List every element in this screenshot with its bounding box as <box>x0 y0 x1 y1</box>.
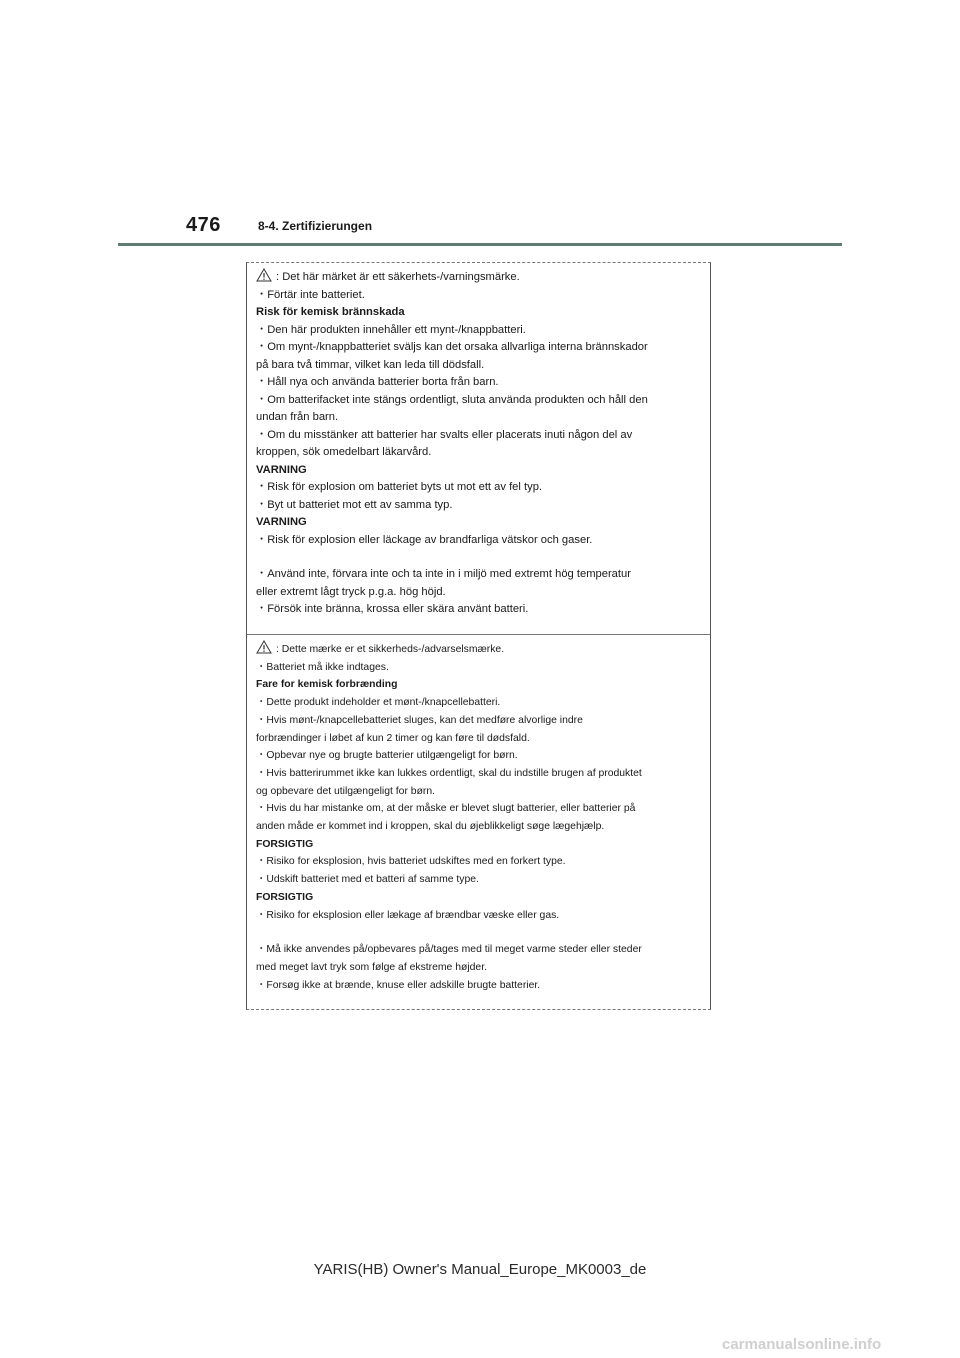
label-line <box>256 427 710 445</box>
label-line <box>256 497 710 515</box>
line-text: ・Risk för explosion om batteriet byts ut mot ett av fel typ. <box>256 481 543 493</box>
line-text: ・Försök inte bränna, krossa eller skära använt batteri. <box>256 603 529 615</box>
label-heading <box>256 676 710 694</box>
line-text: ・Hvis batterirummet ikke kan lukkes ordentligt, skal du indstille brugen af produktet <box>256 767 642 779</box>
line-text: ・Den här produkten innehåller ett mynt-/knappbatteri. <box>256 323 526 336</box>
line-text: : Dette mærke er et sikkerheds-/advarselsmærke. <box>276 644 505 655</box>
label-line <box>256 871 710 889</box>
line-text: anden måde er kommet ind i kroppen, skal du øjeblikkeligt søge lægehjælp. <box>256 821 605 833</box>
label-line <box>256 747 710 765</box>
label-line <box>256 601 710 619</box>
label-line <box>256 694 710 712</box>
label-line <box>256 584 710 602</box>
label-line <box>256 977 710 995</box>
label-line <box>256 392 710 410</box>
line-text: ・Forsøg ikke at brænde, knuse eller adskille brugte batterier. <box>256 979 541 991</box>
label-line <box>256 357 710 375</box>
label-line <box>256 712 710 730</box>
label-line <box>256 532 710 550</box>
swedish-warning-label <box>246 262 711 634</box>
footer-manual-id: YARIS(HB) Owner's Manual_Europe_MK0003_de <box>313 1261 647 1278</box>
line-text: ・Dette produkt indeholder et mønt-/knapcellebatteri. <box>256 697 501 709</box>
line-text: med meget lavt tryk som følge af ekstreme højder. <box>256 961 487 973</box>
label-line <box>256 374 710 392</box>
watermark: carmanualsonline.info <box>722 1336 882 1353</box>
line-text: ・Om mynt-/knappbatteriet sväljs kan det orsaka allvarliga interna brännskador <box>256 341 648 353</box>
line-text: : Det här märket är ett säkerhets-/varningsmärke. <box>276 271 520 283</box>
header-divider <box>118 243 842 246</box>
danish-warning-label <box>246 634 711 1010</box>
label-line <box>256 853 710 871</box>
label-line <box>256 959 710 977</box>
blank-line <box>256 549 710 566</box>
line-text: ・Byt ut batteriet mot ett av samma typ. <box>256 498 453 511</box>
label-line <box>256 409 710 427</box>
line-text: Risk för kemisk brännskada <box>256 306 405 318</box>
line-text: undan från barn. <box>256 411 339 423</box>
line-text: ・Hvis du har mistanke om, at der måske er blevet slugt batterier, eller batterier på <box>256 803 636 815</box>
line-text: VARNING <box>256 463 307 476</box>
label-line <box>256 268 710 287</box>
line-text: forbrændinger i løbet af kun 2 timer og kan føre til dødsfald. <box>256 732 530 744</box>
label-line <box>256 783 710 801</box>
label-line <box>256 444 710 462</box>
line-text: ・Förtär inte batteriet. <box>256 288 365 301</box>
line-text: ・Risiko for eksplosion eller lækage af brændbar væske eller gas. <box>256 909 560 921</box>
line-text: FORSIGTIG <box>256 891 314 903</box>
label-heading <box>256 304 710 322</box>
page-number: 476 <box>186 214 221 236</box>
label-line <box>256 566 710 584</box>
line-text: ・Använd inte, förvara inte och ta inte in i miljö med extremt hög temperatur <box>256 568 631 580</box>
label-line <box>256 765 710 783</box>
line-text: ・Udskift batteriet med et batteri af samme type. <box>256 874 479 886</box>
label-line <box>256 730 710 748</box>
label-heading <box>256 889 710 907</box>
label-line <box>256 818 710 836</box>
line-text: ・Om du misstänker att batterier har svalts eller placerats inuti någon del av <box>256 428 633 441</box>
blank-line <box>256 924 710 941</box>
label-line <box>256 640 710 659</box>
warning-triangle-icon <box>256 640 272 654</box>
line-text: på bara två timmar, vilket kan leda till dödsfall. <box>256 358 485 371</box>
line-text: VARNING <box>256 516 307 528</box>
label-heading <box>256 462 710 480</box>
line-text: ・Risk för explosion eller läckage av brandfarliga vätskor och gaser. <box>256 533 593 546</box>
label-heading <box>256 514 710 532</box>
line-text: ・Risiko for eksplosion, hvis batteriet udskiftes med en forkert type. <box>256 856 566 868</box>
label-line <box>256 907 710 925</box>
section-title: 8-4. Zertifizierungen <box>258 219 373 233</box>
line-text: eller extremt lågt tryck p.g.a. hög höjd. <box>256 585 446 598</box>
label-line <box>256 659 710 677</box>
label-line <box>256 287 710 305</box>
warning-triangle-icon <box>256 268 272 282</box>
line-text: ・Opbevar nye og brugte batterier utilgængeligt for børn. <box>256 750 518 762</box>
line-text: og opbevare det utilgængeligt for børn. <box>256 785 436 797</box>
label-heading <box>256 836 710 854</box>
line-text: ・Om batterifacket inte stängs ordentligt, sluta använda produkten och håll den <box>256 393 648 406</box>
label-line <box>256 339 710 357</box>
label-line <box>256 800 710 818</box>
line-text: FORSIGTIG <box>256 838 314 850</box>
line-text: Fare for kemisk forbrænding <box>256 679 398 691</box>
label-line <box>256 322 710 340</box>
line-text: ・Må ikke anvendes på/opbevares på/tages med til meget varme steder eller steder <box>256 944 642 956</box>
line-text: ・Batteriet må ikke indtages. <box>256 661 389 673</box>
label-line <box>256 479 710 497</box>
line-text: ・Hvis mønt-/knapcellebatteriet sluges, kan det medføre alvorlige indre <box>256 714 583 726</box>
label-line <box>256 941 710 959</box>
line-text: kroppen, sök omedelbart läkarvård. <box>256 446 432 458</box>
line-text: ・Håll nya och använda batterier borta från barn. <box>256 376 499 388</box>
